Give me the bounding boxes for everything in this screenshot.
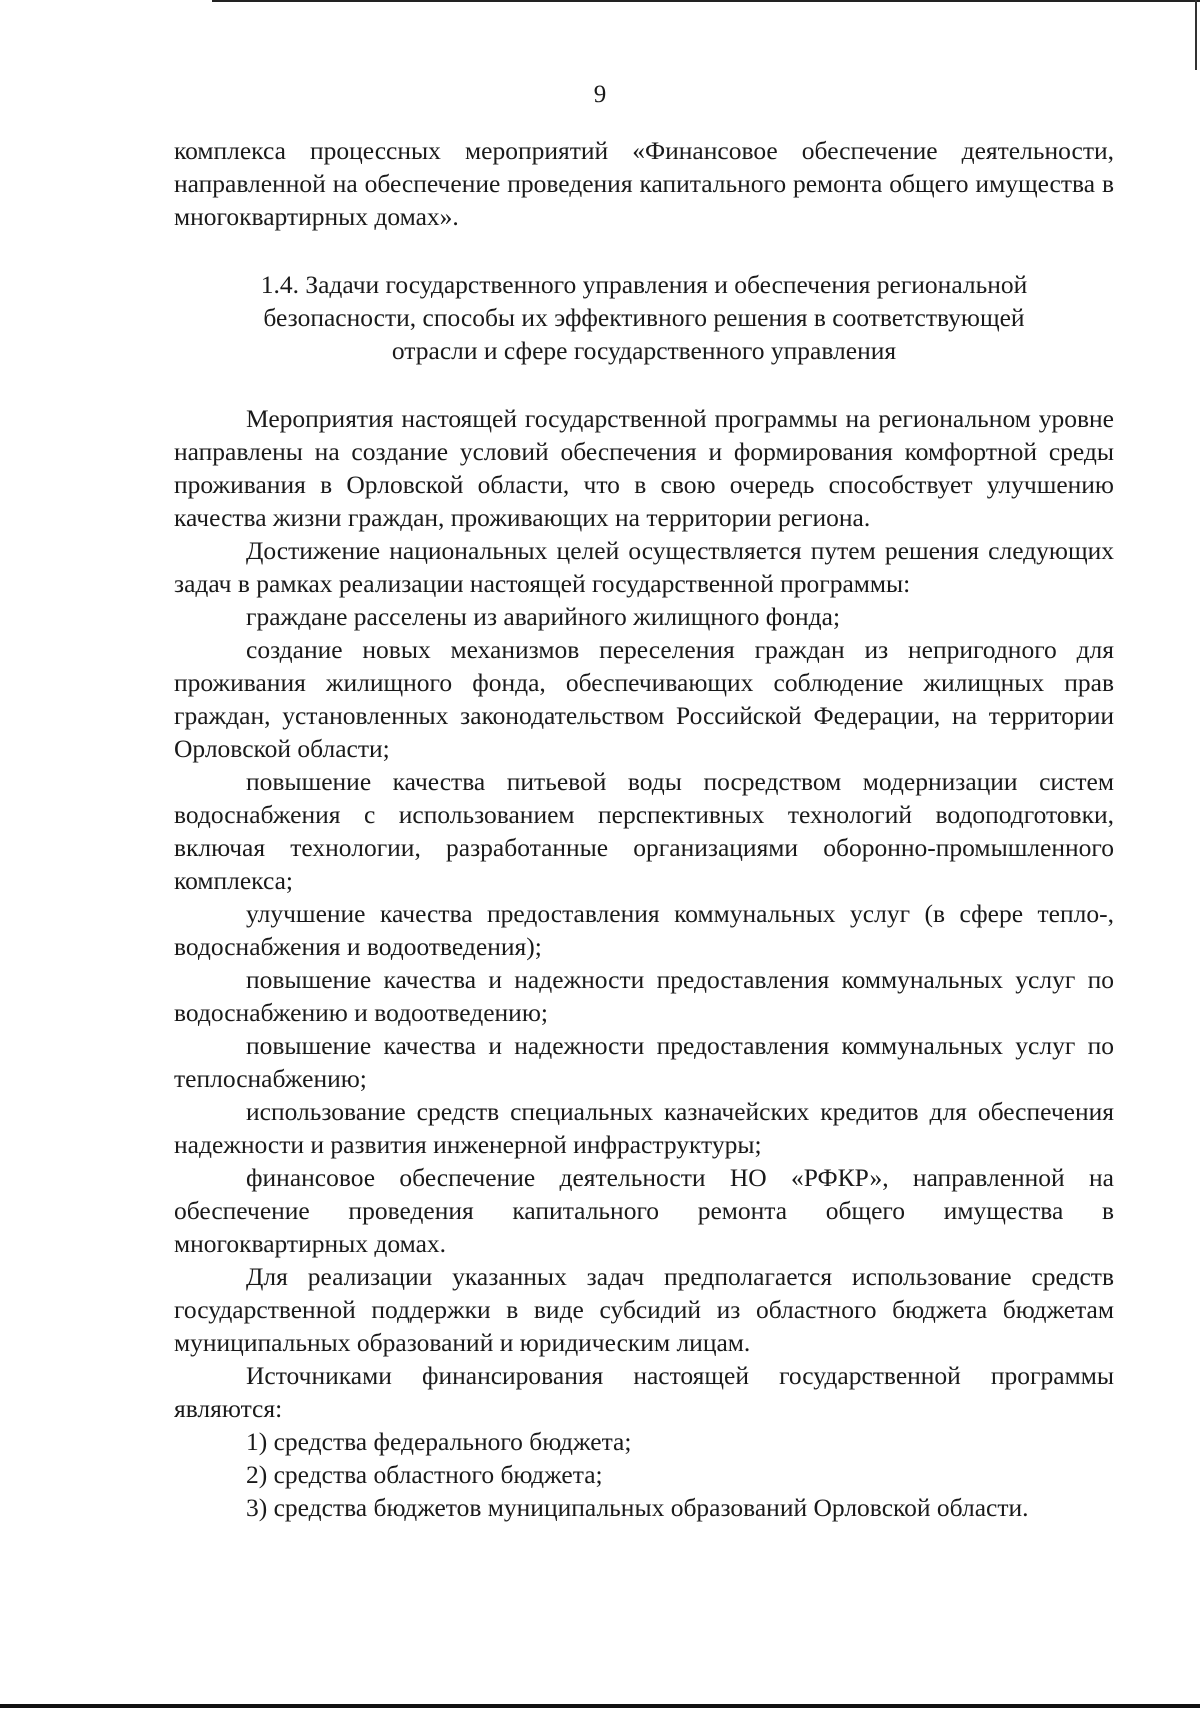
task-rfkr-financing: финансовое обеспечение деятельности НО «РФКР», направленной на обеспечение проведения капитального ремонта общего имущества в многоквартирных домах. (174, 1163, 1114, 1258)
scan-edge-top (212, 0, 1200, 2)
task-utility-quality: улучшение качества предоставления коммунальных услуг (в сфере тепло-, водоснабжения и водоотведения); (174, 899, 1114, 961)
intro-paragraph: комплекса процессных мероприятий «Финансовое обеспечение деятельности, направленной на обеспечение проведения капитального ремонта общего имущества в многоквартирных домах». (174, 136, 1114, 231)
task-treasury-credits: использование средств специальных казначейских кредитов для обеспечения надежности и развития инженерной инфраструктуры; (174, 1097, 1114, 1159)
task-drinking-water: повышение качества питьевой воды посредством модернизации систем водоснабжения с использованием перспективных технологий водоподготовки, включая технологии, разработанные организациями оборонно-промышленного комплекса; (174, 767, 1114, 895)
scan-edge-bottom (0, 1704, 1200, 1708)
task-heat-supply-reliability: повышение качества и надежности предоставления коммунальных услуг по теплоснабжению; (174, 1031, 1114, 1093)
task-new-mechanisms: создание новых механизмов переселения граждан из непригодного для проживания жилищного фонда, обеспечивающих соблюдение жилищных прав граждан, установленных законодательством Российской Федерации, на территории Орловской области; (174, 635, 1114, 763)
section-heading-line-2: безопасности, способы их эффективного решения в соответствующей (263, 303, 1025, 332)
paragraph-state-support: Для реализации указанных задач предполагается использование средств государственной поддержки в виде субсидий из областного бюджета бюджетам муниципальных образований и юридическим лицам. (174, 1262, 1114, 1357)
paragraph-goals: Достижение национальных целей осуществляется путем решения следующих задач в рамках реализации настоящей государственной программы: (174, 536, 1114, 598)
section-heading-line-3: отрасли и сфере государственного управления (391, 336, 897, 365)
document-body (174, 134, 1114, 1524)
paragraph-funding-intro: Источниками финансирования настоящей государственной программы являются: (174, 1361, 1114, 1423)
task-resettlement: граждане расселены из аварийного жилищного фонда; (246, 602, 841, 631)
funding-source-item: 2) средства областного бюджета; (246, 1460, 603, 1489)
task-water-supply-reliability: повышение качества и надежности предоставления коммунальных услуг по водоснабжению и водоотведению; (174, 965, 1114, 1027)
paragraph-activities: Мероприятия настоящей государственной программы на региональном уровне направлены на создание условий обеспечения и формирования комфортной среды проживания в Орловской области, что в свою очередь способствует улучшению качества жизни граждан, проживающих на территории региона. (174, 404, 1114, 532)
scan-edge-right (1195, 0, 1197, 70)
page-number: 9 (593, 81, 607, 108)
section-heading (174, 268, 1114, 367)
funding-source-item: 3) средства бюджетов муниципальных образований Орловской области. (246, 1493, 1029, 1522)
funding-source-item: 1) средства федерального бюджета; (246, 1427, 632, 1456)
section-heading-line-1: 1.4. Задачи государственного управления и обеспечения региональной (260, 270, 1028, 299)
